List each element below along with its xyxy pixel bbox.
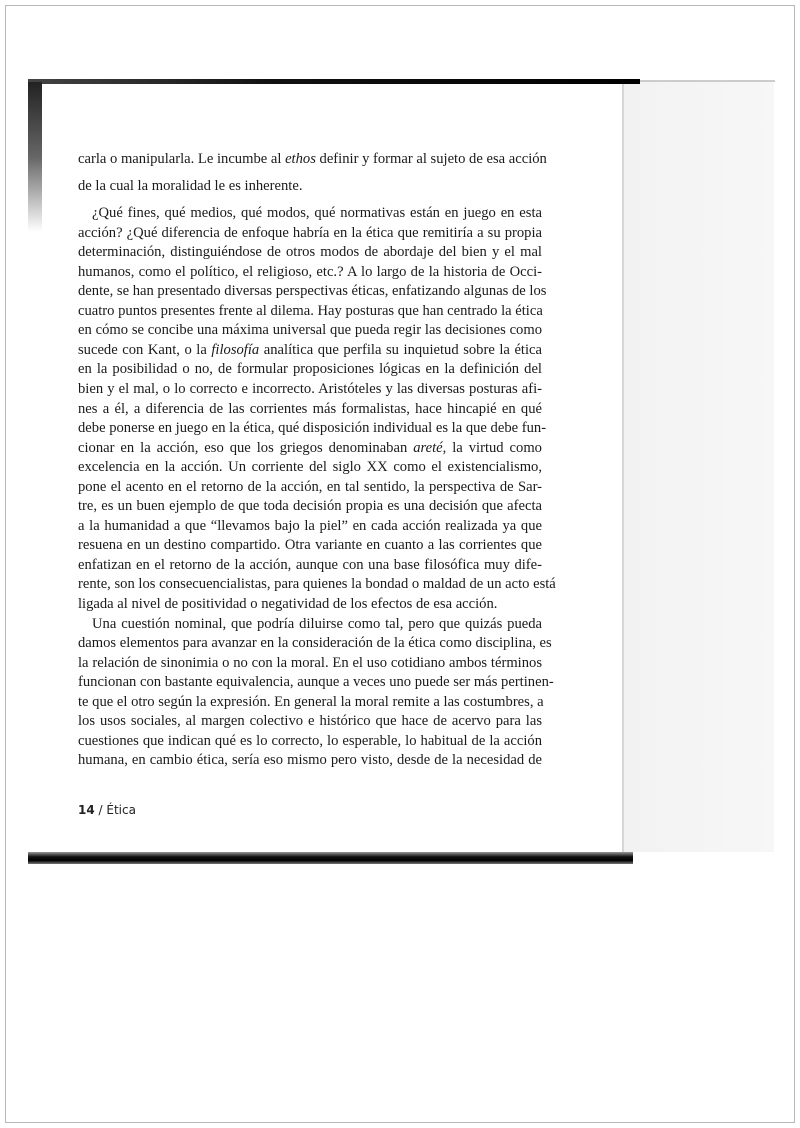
- text-line: la relación de sinonimia o no con la moral. En el uso cotidiano ambos términos: [78, 654, 542, 671]
- italic-term: filosofía: [211, 341, 260, 358]
- text-line: cuestiones que indican qué es lo correcto, lo esperable, lo habitual de la acción: [78, 732, 542, 749]
- text-line: cionar en la acción, eso que los griegos denominaban areté, la virtud como: [78, 439, 542, 456]
- text-line: humana, en cambio ética, sería eso mismo pero visto, desde de la necesidad de: [78, 752, 542, 769]
- text-line: rente, son los consecuencialistas, para quienes la bondad o maldad de un acto está: [78, 576, 556, 593]
- text-line: resuena en un destino compartido. Otra variante en cuanto a las corrientes que: [78, 537, 542, 554]
- text-line: acción? ¿Qué diferencia de enfoque habría en la ética que remitiría a su propia: [78, 224, 542, 241]
- text-line: cuatro puntos presentes frente al dilema. Hay posturas que han centrado la ética: [78, 302, 543, 319]
- italic-term: ethos: [285, 151, 316, 167]
- scan-left-shadow: [28, 82, 42, 232]
- text-line: bien y el mal, o lo correcto e incorrecto. Aristóteles y las diversas posturas afi-: [78, 380, 542, 397]
- text-line: carla o manipularla. Le incumbe al ethos definir y formar al sujeto de esa acción: [78, 151, 547, 167]
- text-line: humanos, como el político, el religioso, etc.? A lo largo de la historia de Occi-: [78, 263, 542, 280]
- scan-facing-page: [622, 82, 774, 852]
- text-line: sucede con Kant, o la filosofía analítica que perfila su inquietud sobre la ética: [78, 341, 542, 358]
- scan-top-edge: [640, 80, 775, 82]
- text-line: en cómo se concibe una máxima universal que pueda regir las decisiones como: [78, 322, 542, 339]
- text-line: en la posibilidad o no, de formular proposiciones lógicas en la definición del: [78, 361, 542, 378]
- text-line: te que el otro según la expresión. En general la moral remite a las costumbres, a: [78, 693, 544, 710]
- text-line: nes a él, a diferencia de las corrientes más formalistas, hace hincapié en qué: [78, 400, 542, 417]
- page-number: 14: [78, 803, 95, 817]
- text-line: funcionan con bastante equivalencia, aunque a veces uno puede ser más pertinen-: [78, 674, 554, 691]
- text-line: pone el acento en el retorno de la acción, en tal sentido, la perspectiva de Sar-: [78, 478, 542, 495]
- text-line: Una cuestión nominal, que podría diluirse como tal, pero que quizás pueda: [92, 615, 542, 632]
- text-line: dente, se han presentado diversas perspectivas éticas, enfatizando algunas de los: [78, 283, 547, 300]
- scan-page-edge: [622, 82, 624, 852]
- text-line: enfatizan en el retorno de la acción, aunque con una base filosófica muy dife-: [78, 556, 542, 573]
- text-line: debe ponerse en juego en la ética, qué disposición individual es la que debe fun-: [78, 420, 547, 437]
- section-title: Ética: [106, 803, 136, 817]
- text-line: ligada al nivel de positividad o negatividad de los efectos de esa acción.: [78, 596, 498, 612]
- text-line: excelencia en la acción. Un corriente del siglo XX como el existencialismo,: [78, 459, 542, 476]
- scan-top-shadow: [28, 79, 640, 84]
- text-line: damos elementos para avanzar en la consideración de la ética como disciplina, es: [78, 635, 552, 652]
- text-line: ¿Qué fines, qué medios, qué modos, qué normativas están en juego en esta: [92, 205, 542, 221]
- page-footer: [78, 803, 136, 817]
- text-line: los usos sociales, al margen colectivo e histórico que hace de acervo para las: [78, 713, 542, 730]
- text-line: determinación, distinguiéndose de otros modos de abordaje del bien y el mal: [78, 244, 542, 261]
- footer-separator: /: [94, 803, 107, 817]
- text-line: de la cual la moralidad le es inherente.: [78, 178, 303, 194]
- text-line: tre, es un buen ejemplo de que toda decisión propia es una decisión que afecta: [78, 498, 542, 515]
- text-line: a la humanidad a que “llevamos bajo la piel” en cada acción realizada ya que: [78, 517, 542, 534]
- italic-term: areté: [413, 439, 443, 456]
- scan-bottom-shadow: [28, 852, 633, 864]
